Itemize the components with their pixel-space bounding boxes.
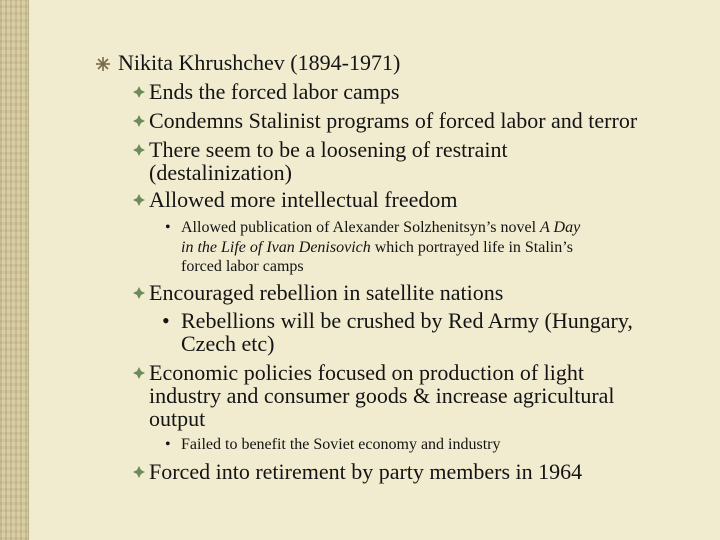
sub-solzhenitsyn-line1: Allowed publication of Alexander Solzhenitsyn’s novel A Day xyxy=(181,219,581,236)
point-forced-labor: Ends the forced labor camps xyxy=(149,79,400,104)
point-loosening-line2: (destalinization) xyxy=(149,160,292,185)
diamond-bullet-icon xyxy=(133,466,145,478)
dot-bullet: • xyxy=(165,219,171,236)
diamond-bullet-icon xyxy=(133,86,145,98)
point-economic-line2: industry and consumer goods & increase agricultural xyxy=(149,383,615,408)
textured-border xyxy=(0,0,29,540)
star-burst-icon xyxy=(96,57,110,71)
dot-bullet: • xyxy=(165,436,171,453)
diamond-bullet-icon xyxy=(133,367,145,379)
point-rebellion: Encouraged rebellion in satellite nations xyxy=(149,280,504,305)
sub-rebellion-line2: Czech etc) xyxy=(181,331,275,356)
diamond-bullet-icon xyxy=(133,194,145,206)
point-loosening-line1: There seem to be a loosening of restraint xyxy=(149,137,508,162)
sub-solzhenitsyn-line2: in the Life of Ivan Denisovich which portrayed life in Stalin’s xyxy=(181,238,573,256)
point-economic-line1: Economic policies focused on production of light xyxy=(149,360,585,385)
sub-economic: Failed to benefit the Soviet economy and industry xyxy=(181,436,501,453)
slide-title: Nikita Khrushchev (1894-1971) xyxy=(118,50,401,75)
diamond-bullet-icon xyxy=(133,144,145,156)
point-condemns: Condemns Stalinist programs of forced labor and terror xyxy=(149,108,638,133)
point-economic-line3: output xyxy=(149,406,206,431)
sub-solzhenitsyn-line3: forced labor camps xyxy=(181,258,304,275)
diamond-bullet-icon xyxy=(133,115,145,127)
sub-rebellion-line1: Rebellions will be crushed by Red Army (Hungary, xyxy=(181,308,633,333)
point-retirement: Forced into retirement by party members in 1964 xyxy=(149,459,583,484)
diamond-bullet-icon xyxy=(133,287,145,299)
dot-bullet: • xyxy=(162,308,170,333)
point-intellectual: Allowed more intellectual freedom xyxy=(149,187,458,212)
